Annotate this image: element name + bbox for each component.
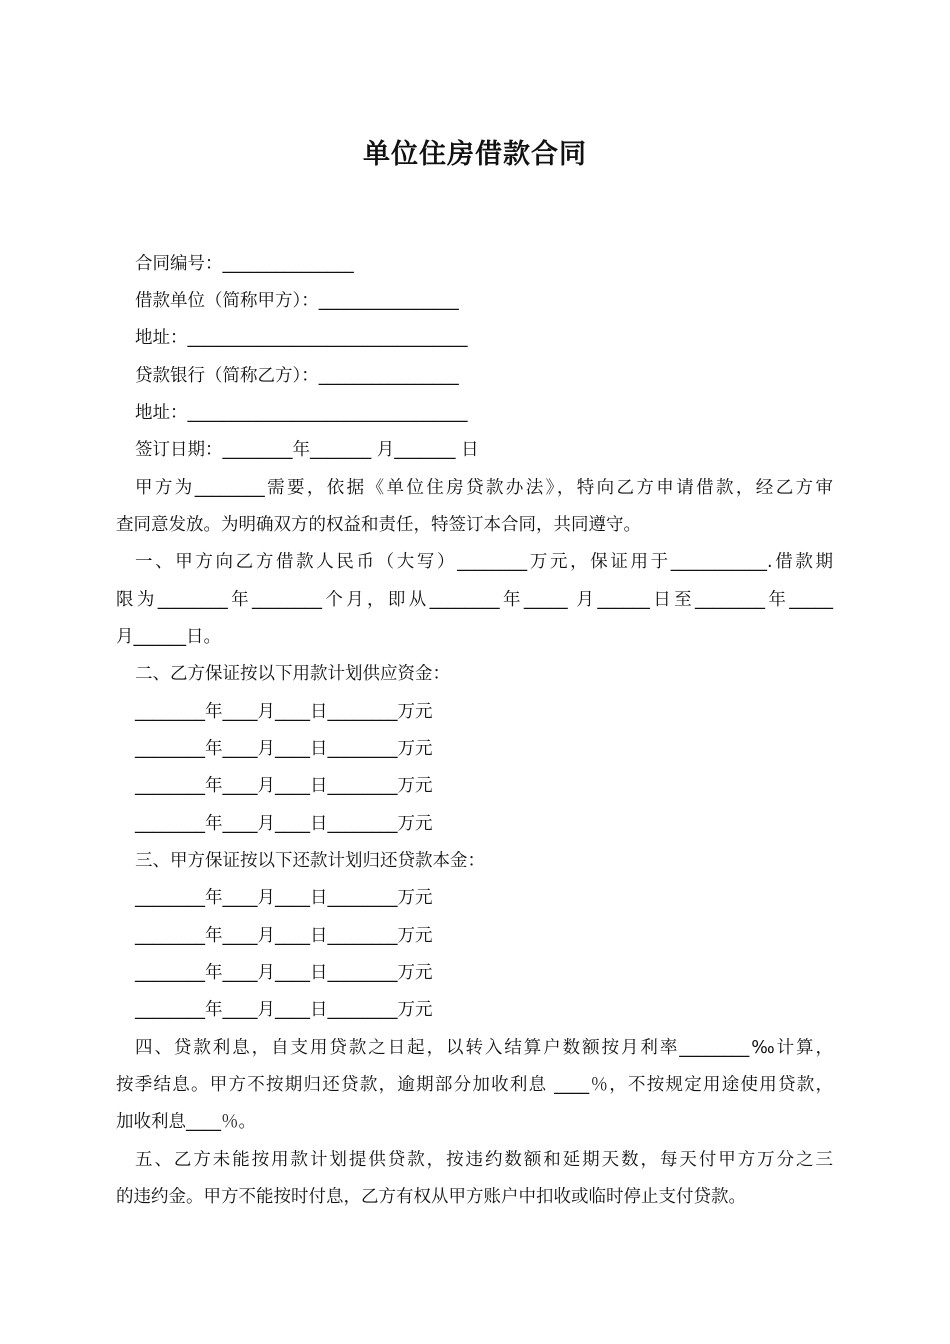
clause-3-heading: 三、甲方保证按以下还款计划归还贷款本金：: [135, 851, 485, 871]
sign-date-field: 签订日期：________年_______ 月_______ 日: [135, 440, 479, 460]
lender-address-field: 地址：________________________________: [135, 403, 468, 423]
clause-3-row: ________年____月____日________万元: [135, 888, 433, 908]
clause-2-heading: 二、乙方保证按以下用款计划供应资金：: [135, 664, 450, 684]
clause-2-row: ________年____月____日________万元: [135, 739, 433, 759]
preamble-line-2: 查同意发放。为明确双方的权益和责任，特签订本合同，共同遵守。: [116, 515, 641, 535]
clause-2-row: ________年____月____日________万元: [135, 776, 433, 796]
clause-3-row: ________年____月____日________万元: [135, 963, 433, 983]
document-title: 单位住房借款合同: [363, 139, 587, 170]
clause-1-line-1: 一、甲方向乙方借款人民币（大写）________万元，保证用于___________.借款期: [135, 552, 833, 572]
borrower-field: 借款单位（简称甲方）：________________: [135, 291, 459, 311]
lender-field: 贷款银行（简称乙方）：________________: [135, 366, 459, 386]
clause-4-line-1: 四、贷款利息，自支用贷款之日起，以转入结算户数额按月利率________‰计算，: [135, 1038, 833, 1058]
clause-4-line-2: 按季结息。甲方不按期归还贷款，逾期部分加收利息 ____％，不按规定用途使用贷款，: [116, 1075, 833, 1095]
contract-number-field: 合同编号：_______________: [135, 254, 354, 274]
clause-5-line-2: 的违约金。甲方不能按时付息，乙方有权从甲方账户中扣收或临时停止支付贷款。: [116, 1187, 746, 1207]
clause-2-row: ________年____月____日________万元: [135, 814, 433, 834]
clause-1-line-3: 月______日。: [116, 627, 221, 647]
preamble-line-1: 甲方为________需要，依据《单位住房贷款办法》，特向乙方申请借款，经乙方审: [135, 478, 833, 498]
clause-3-row: ________年____月____日________万元: [135, 926, 433, 946]
clause-4-line-3: 加收利息____％。: [116, 1112, 256, 1132]
clause-5-line-1: 五、乙方未能按用款计划提供贷款，按违约数额和延期天数，每天付甲方万分之三: [135, 1150, 833, 1170]
clause-1-line-2: 限为________年________个月，即从________年_____ 月______日至________年_____: [116, 590, 833, 610]
clause-3-row: ________年____月____日________万元: [135, 1000, 433, 1020]
borrower-address-field: 地址：________________________________: [135, 328, 468, 348]
clause-2-row: ________年____月____日________万元: [135, 702, 433, 722]
